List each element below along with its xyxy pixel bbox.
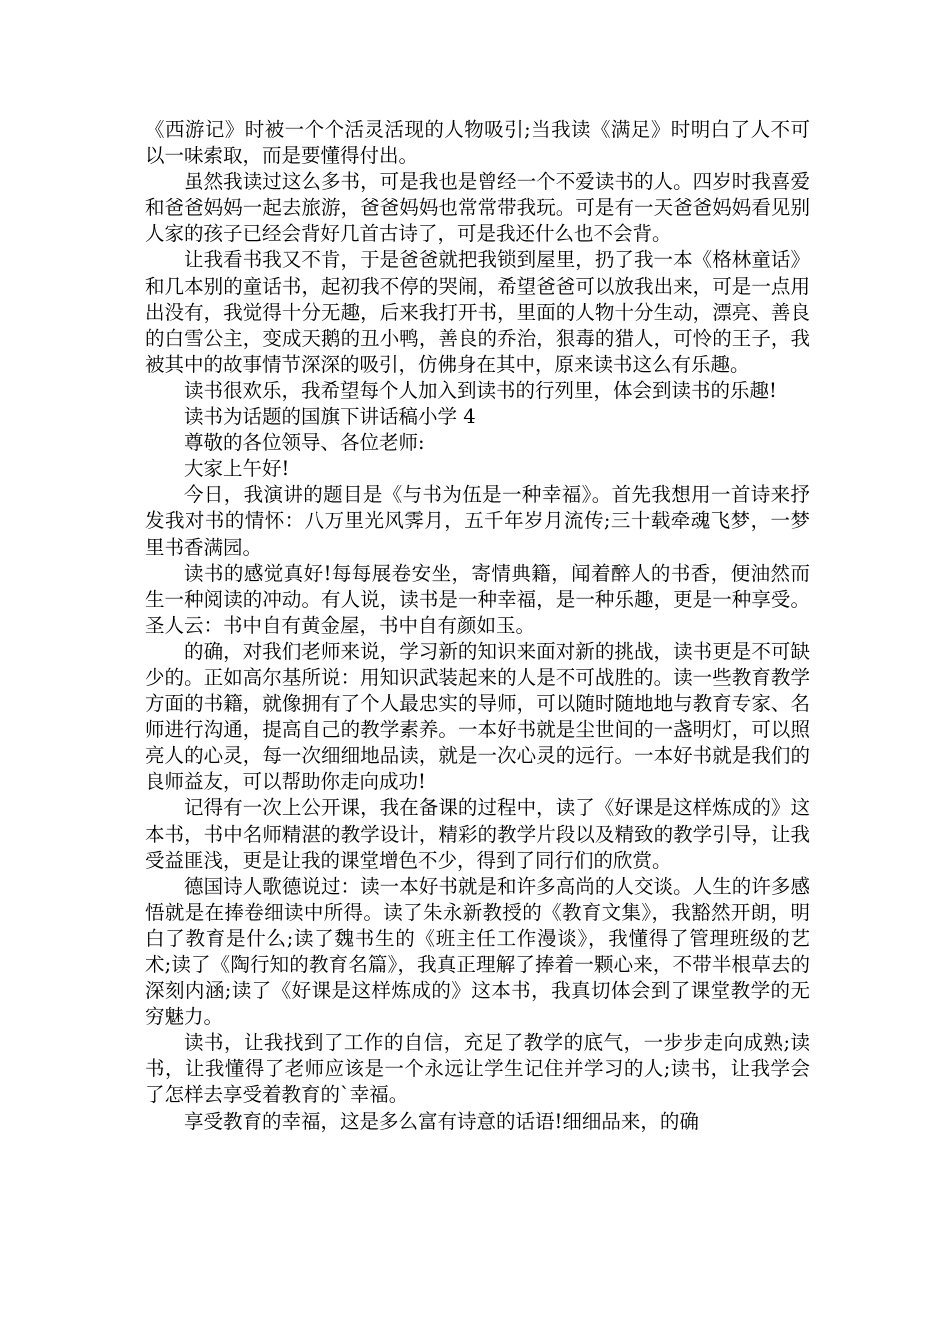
paragraph-12: 德国诗人歌德说过：读一本好书就是和许多高尚的人交谈。人生的许多感悟就是在捧卷细读中所得。读了朱永新教授的《教育文集》，我豁然开朗，明白了教育是什么;读了魏书生的《班主任工作漫谈》，我懂得了管理班级的艺术;读了《陶行知的教育名篇》，我真正理解了捧着一颗心来，不带半根草去的深刻内涵;读了《好课是这样炼成的》这本书，我真切体会到了课堂教学的无穷魅力。	[145, 874, 810, 1029]
paragraph-13: 读书，让我找到了工作的自信，充足了教学的底气，一步步走向成熟;读书，让我懂得了老师应该是一个永远让学生记住并学习的人;读书，让我学会了怎样去享受着教育的`幸福。	[145, 1031, 810, 1107]
paragraph-8: 今日，我演讲的题目是《与书为伍是一种幸福》。首先我想用一首诗来抒发我对书的情怀：八万里光风霁月，五千年岁月流传;三十载牵魂飞梦，一梦里书香满园。	[145, 483, 810, 559]
paragraph-2: 虽然我读过这么多书，可是我也是曾经一个不爱读书的人。四岁时我喜爱和爸爸妈妈一起去旅游，爸爸妈妈也常常带我玩。可是有一天爸爸妈妈看见别人家的孩子已经会背好几首古诗了，可是我还什么也不会背。	[145, 170, 810, 246]
section-heading: 读书为话题的国旗下讲话稿小学 4	[184, 405, 476, 429]
document-body	[145, 117, 810, 1135]
paragraph-14: 享受教育的幸福，这是多么富有诗意的话语!细细品来，的确	[184, 1109, 699, 1133]
paragraph-11: 记得有一次上公开课，我在备课的过程中，读了《好课是这样炼成的》这本书，书中名师精湛的教学设计，精彩的教学片段以及精致的教学引导，让我受益匪浅，更是让我的课堂增色不少，得到了同行们的欣赏。	[145, 796, 810, 872]
paragraph-3: 让我看书我又不肯，于是爸爸就把我锁到屋里，扔了我一本《格林童话》和几本别的童话书，起初我不停的哭闹，希望爸爸可以放我出来，可是一点用出没有，我觉得十分无趣，后来我打开书，里面的人物十分生动，漂亮、善良的白雪公主，变成天鹅的丑小鸭，善良的乔治，狠毒的猎人，可怜的王子，我被其中的故事情节深深的吸引，仿佛身在其中，原来读书这么有乐趣。	[145, 248, 810, 376]
paragraph-4: 读书很欢乐，我希望每个人加入到读书的行列里，体会到读书的乐趣!	[184, 378, 777, 402]
greeting: 大家上午好!	[184, 457, 290, 481]
paragraph-1: 《西游记》时被一个个活灵活现的人物吸引;当我读《满足》时明白了人不可以一味索取，而是要懂得付出。	[145, 118, 810, 168]
paragraph-10: 的确，对我们老师来说，学习新的知识来面对新的挑战，读书更是不可缺少的。正如高尔基所说：用知识武装起来的人是不可战胜的。读一些教育教学方面的书籍，就像拥有了个人最忠实的导师，可以随时随地地与教育专家、名师进行沟通，提高自己的教学素养。一本好书就是尘世间的一盏明灯，可以照亮人的心灵，每一次细细地品读，就是一次心灵的远行。一本好书就是我们的良师益友，可以帮助你走向成功!	[145, 639, 810, 794]
salutation: 尊敬的各位领导、各位老师:	[184, 431, 425, 455]
paragraph-9: 读书的感觉真好!每每展卷安坐，寄情典籍，闻着醉人的书香，便油然而生一种阅读的冲动。有人说，读书是一种幸福，是一种乐趣，更是一种享受。圣人云：书中自有黄金屋，书中自有颜如玉。	[145, 561, 810, 637]
